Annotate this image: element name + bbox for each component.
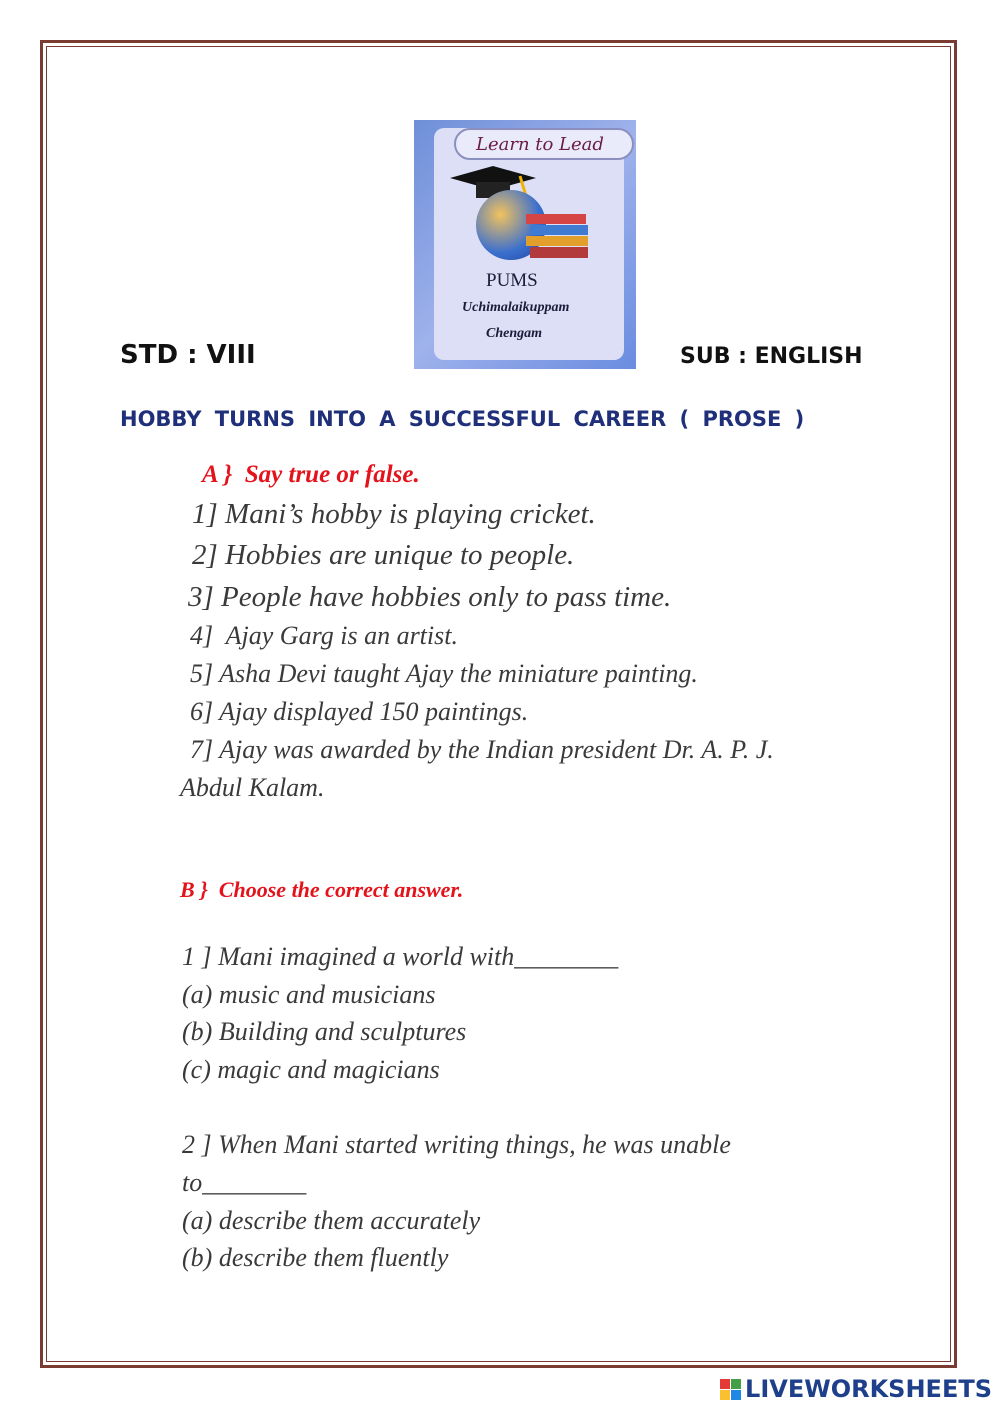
subject-label: SUB : ENGLISH bbox=[680, 344, 863, 369]
mcq-option: (c) magic and magicians bbox=[182, 1055, 440, 1084]
logo-place-line2: Chengam bbox=[486, 326, 543, 341]
books-icon bbox=[524, 212, 594, 260]
section-b-heading: B } Choose the correct answer. bbox=[180, 877, 464, 902]
liveworksheets-logo-icon bbox=[720, 1379, 741, 1400]
mcq-option: (a) describe them accurately bbox=[182, 1206, 481, 1235]
mcq-option: (b) describe them fluently bbox=[182, 1243, 449, 1272]
worksheet-title: HOBBY TURNS INTO A SUCCESSFUL CAREER ( PROSE ) bbox=[120, 407, 805, 431]
true-false-item: 6] Ajay displayed 150 paintings. bbox=[190, 697, 529, 726]
true-false-item: 5] Asha Devi taught Ajay the miniature painting. bbox=[190, 659, 698, 688]
mcq-option: (a) music and musicians bbox=[182, 980, 436, 1009]
std-label: STD : VIII bbox=[120, 340, 256, 370]
true-false-item: 2] Hobbies are unique to people. bbox=[192, 539, 575, 571]
liveworksheets-watermark bbox=[720, 1375, 992, 1403]
true-false-item: 4] Ajay Garg is an artist. bbox=[190, 621, 458, 650]
mcq-question-1: 1 ] Mani imagined a world with________ bbox=[182, 942, 619, 971]
true-false-item: 7] Ajay was awarded by the Indian president Dr. A. P. J. bbox=[190, 735, 774, 764]
mcq-question-2-continued: to________ bbox=[182, 1168, 307, 1197]
liveworksheets-text: LIVEWORKSHEETS bbox=[745, 1375, 992, 1403]
mcq-option: (b) Building and sculptures bbox=[182, 1017, 467, 1046]
true-false-item-continued: Abdul Kalam. bbox=[180, 773, 325, 802]
mcq-question-2: 2 ] When Mani started writing things, he was unable bbox=[182, 1130, 731, 1159]
true-false-item: 3] People have hobbies only to pass time. bbox=[188, 581, 672, 613]
section-a-heading: A } Say true or false. bbox=[202, 461, 420, 488]
logo-school-name: PUMS bbox=[486, 270, 538, 291]
logo-motto: Learn to Lead bbox=[476, 134, 604, 155]
true-false-item: 1] Mani’s hobby is playing cricket. bbox=[192, 498, 596, 530]
logo-place-line1: Uchimalaikuppam bbox=[462, 300, 570, 315]
school-logo bbox=[414, 120, 636, 369]
